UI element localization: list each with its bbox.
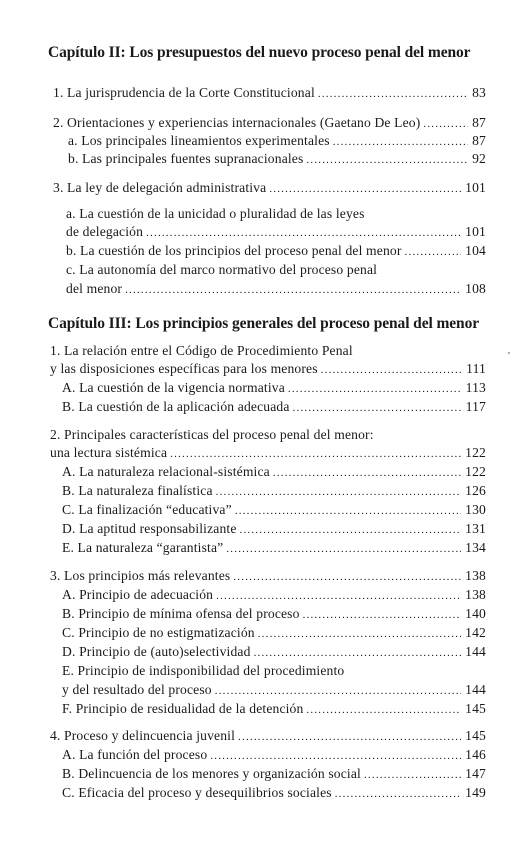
entry-page: 130 xyxy=(465,502,486,517)
entry-page: 87 xyxy=(472,133,486,148)
dot-leader xyxy=(293,398,462,418)
dot-leader xyxy=(306,150,468,170)
entry-title: una lectura sistémica xyxy=(50,445,168,460)
entry-page: 147 xyxy=(465,766,486,781)
entry-title: y las disposiciones específicas para los menores xyxy=(50,361,318,376)
toc-entry[interactable] xyxy=(62,481,486,501)
toc-entry[interactable] xyxy=(50,443,486,463)
entry-page: 126 xyxy=(465,483,486,498)
dot-leader xyxy=(235,501,461,521)
entry-page: 122 xyxy=(465,445,486,460)
entry-title: 3. Los principios más relevantes xyxy=(50,568,231,583)
toc-entry[interactable] xyxy=(66,222,486,242)
entry-title: 3. La ley de delegación administrativa xyxy=(53,180,267,195)
entry-title: de delegación xyxy=(66,224,144,239)
entry-title: E. La naturaleza “garantista” xyxy=(62,540,224,555)
toc-entry[interactable] xyxy=(62,397,486,417)
entry-page: 122 xyxy=(465,464,486,479)
entry-page: 104 xyxy=(465,243,486,258)
entry-page: 83 xyxy=(472,85,486,100)
dot-leader xyxy=(170,444,461,464)
toc-entry-line[interactable]: c. La autonomía del marco normativo del proceso penal xyxy=(66,262,378,277)
dot-leader xyxy=(226,539,461,559)
entry-title: F. Principio de residualidad de la detención xyxy=(62,701,304,716)
entry-title: b. Las principales fuentes supranacionales xyxy=(68,151,304,166)
entry-title: A. Principio de adecuación xyxy=(62,587,214,602)
entry-title: y del resultado del proceso xyxy=(62,682,212,697)
dot-leader xyxy=(273,463,461,483)
entry-title: 2. Orientaciones y experiencias internacionales (Gaetano De Leo) xyxy=(53,115,421,130)
entry-title: A. La función del proceso xyxy=(62,747,208,762)
dot-leader xyxy=(125,280,461,300)
dot-leader xyxy=(303,605,462,625)
chapter-3-heading: Capítulo III: Los principios generales del proceso penal del menor xyxy=(48,315,480,332)
dot-leader xyxy=(254,643,462,663)
entry-title: A. La naturaleza relacional-sistémica xyxy=(62,464,270,479)
entry-title: D. La aptitud responsabilizante xyxy=(62,521,237,536)
toc-entry[interactable] xyxy=(62,585,486,605)
dot-leader xyxy=(318,84,468,104)
entry-page: 134 xyxy=(465,540,486,555)
dot-leader xyxy=(405,242,462,262)
entry-page: 138 xyxy=(465,587,486,602)
toc-entry[interactable] xyxy=(62,500,486,520)
toc-entry[interactable] xyxy=(62,783,486,803)
entry-title: b. La cuestión de los principios del proceso penal del menor xyxy=(66,243,402,258)
toc-entry[interactable] xyxy=(66,279,486,299)
entry-title: B. Principio de mínima ofensa del proceso xyxy=(62,606,300,621)
entry-page: 113 xyxy=(465,380,486,395)
entry-page: 111 xyxy=(466,361,486,376)
toc-entry[interactable] xyxy=(66,241,486,261)
entry-title: del menor xyxy=(66,281,123,296)
entry-page: 92 xyxy=(472,151,486,166)
entry-page: 101 xyxy=(465,224,486,239)
dot-leader xyxy=(269,179,461,199)
entry-page: 140 xyxy=(465,606,486,621)
entry-title: a. Los principales lineamientos experimentales xyxy=(68,133,330,148)
dot-leader xyxy=(240,520,462,540)
toc-entry-line[interactable]: 2. Principales características del proceso penal del menor: xyxy=(50,427,374,442)
entry-page: 117 xyxy=(465,399,486,414)
entry-page: 145 xyxy=(465,701,486,716)
toc-entry[interactable] xyxy=(53,178,486,198)
dot-leader xyxy=(216,482,462,502)
toc-entry-line[interactable]: 1. La relación entre el Código de Procedimiento Penal xyxy=(50,343,353,358)
entry-page: 101 xyxy=(465,180,486,195)
entry-page: 142 xyxy=(465,625,486,640)
toc-entry[interactable] xyxy=(62,699,486,719)
toc-entry[interactable] xyxy=(68,131,486,151)
dot-leader xyxy=(146,223,461,243)
entry-title: C. La finalización “educativa” xyxy=(62,502,232,517)
toc-entry-line[interactable]: a. La cuestión de la unicidad o pluralidad de las leyes xyxy=(66,206,365,221)
entry-title: 4. Proceso y delincuencia juvenil xyxy=(50,728,236,743)
entry-title: B. La cuestión de la aplicación adecuada xyxy=(62,399,290,414)
dot-leader xyxy=(258,624,461,644)
toc-entry[interactable] xyxy=(50,359,486,379)
entry-title: A. La cuestión de la vigencia normativa xyxy=(62,380,285,395)
toc-entry[interactable] xyxy=(50,726,486,746)
dot-leader xyxy=(321,360,462,380)
entry-page: 146 xyxy=(465,747,486,762)
dot-leader xyxy=(215,681,461,701)
chapter-2-heading: Capítulo II: Los presupuestos del nuevo proceso penal del menor xyxy=(48,44,471,61)
toc-entry[interactable] xyxy=(62,680,486,700)
entry-title: C. Principio de no estigmatización xyxy=(62,625,255,640)
toc-entry[interactable] xyxy=(62,623,486,643)
entry-title: C. Eficacia del proceso y desequilibrios sociales xyxy=(62,785,332,800)
dot-leader xyxy=(210,746,461,766)
entry-page: 138 xyxy=(465,568,486,583)
entry-page: 149 xyxy=(465,785,486,800)
toc-entry[interactable] xyxy=(68,149,486,169)
entry-page: 144 xyxy=(465,682,486,697)
toc-entry[interactable] xyxy=(50,566,486,586)
entry-page: 145 xyxy=(465,728,486,743)
entry-page: 131 xyxy=(465,521,486,536)
toc-entry[interactable] xyxy=(62,745,486,765)
entry-title: D. Principio de (auto)selectividad xyxy=(62,644,251,659)
entry-page: 144 xyxy=(465,644,486,659)
dot-leader xyxy=(238,727,461,747)
dot-leader xyxy=(233,567,461,587)
entry-title: B. La naturaleza finalística xyxy=(62,483,213,498)
margin-mark: ' xyxy=(508,350,510,362)
toc-entry[interactable] xyxy=(62,642,486,662)
dot-leader xyxy=(364,765,461,785)
entry-page: 87 xyxy=(472,115,486,130)
entry-title: 1. La jurisprudencia de la Corte Constitucional xyxy=(53,85,315,100)
toc-entry[interactable] xyxy=(62,764,486,784)
dot-leader xyxy=(288,379,462,399)
toc-entry[interactable] xyxy=(53,83,486,103)
dot-leader xyxy=(335,784,461,804)
dot-leader xyxy=(216,586,461,606)
toc-entry[interactable] xyxy=(62,519,486,539)
toc-entry[interactable] xyxy=(62,378,486,398)
entry-title: B. Delincuencia de los menores y organización social xyxy=(62,766,361,781)
toc-entry[interactable] xyxy=(53,113,486,133)
toc-entry[interactable] xyxy=(62,462,486,482)
toc-entry[interactable] xyxy=(62,538,486,558)
dot-leader xyxy=(306,700,461,720)
toc-entry[interactable] xyxy=(62,604,486,624)
entry-page: 108 xyxy=(465,281,486,296)
toc-entry-line[interactable]: E. Principio de indisponibilidad del procedimiento xyxy=(62,663,345,678)
